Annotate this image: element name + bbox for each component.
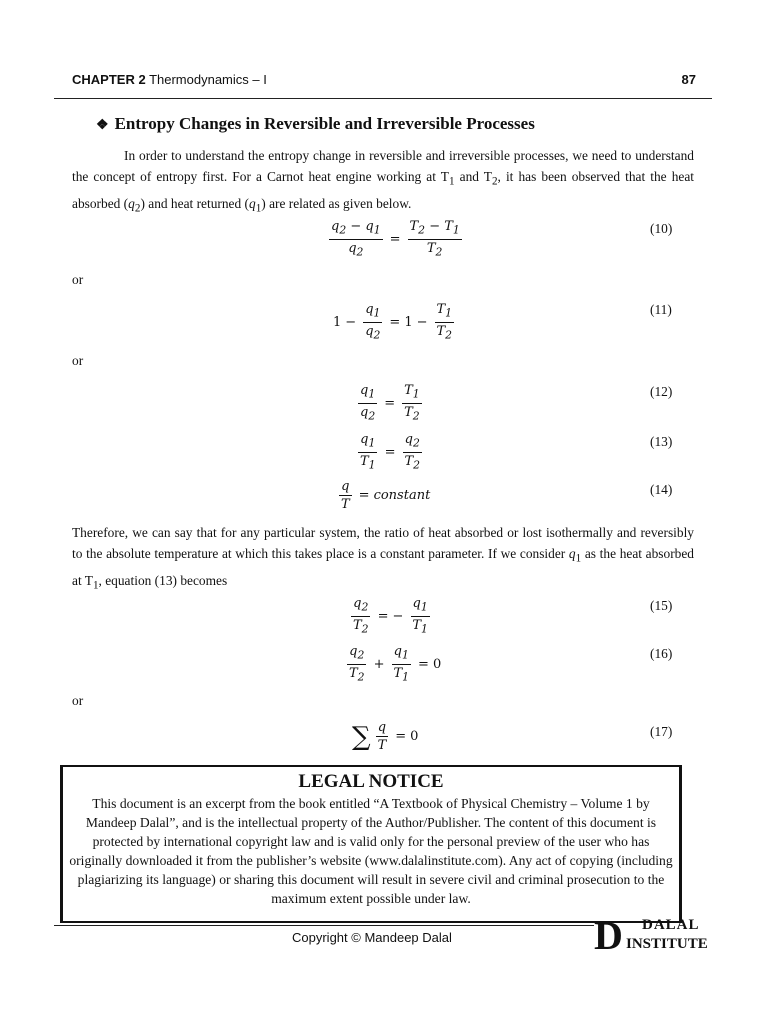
legal-notice-box [60,765,682,923]
para1-text-2: and T [454,169,492,184]
page-number: 87 [681,72,696,87]
legal-notice-body: This document is an excerpt from the book entitled “A Textbook of Physical Chemistry – Volume 1 by Mandeep Dalal”, and is the intellectual property of the Author/Publisher. The content of this document is protected by international copyright law and is valid only for the personal preview of the user who has originally downloaded it from the publisher’s website (www.dalalinstitute.com). Any act of copying (including plagiarizing its language) or sharing this document will result in severe civil and criminal prosecution to the maximum extent possible under law. [69,796,673,906]
para1-text-1: In order to understand the entropy change in reversible and irreversible processes, we need to understand the concept of entropy first. For a Carnot heat engine working at T [72,148,694,184]
summation-sign: ∑ [352,721,371,752]
para2-text-3: , equation (13) becomes [98,572,228,588]
diamond-bullet-icon: ❖ [96,118,109,133]
para1-sub-4: 1 [255,202,262,215]
logo-letter: D [594,913,623,958]
equation-number-16: (16) [650,646,673,661]
chapter-title: Thermodynamics – I [145,72,267,87]
footer-rule [54,925,594,926]
running-header [72,70,696,90]
conclusion-paragraph [72,522,694,596]
chapter-label: CHAPTER 2 [72,72,146,87]
section-title-text: Entropy Changes in Reversible and Irreversible Processes [114,114,535,133]
para1-sub-3: 2 [134,202,141,215]
para1-sub-2: 2 [491,175,498,188]
equation-number-10: (10) [650,221,673,236]
para1-text-5: ) are related as given below. [261,195,412,211]
chapter-heading [72,72,267,87]
para2-text-2: as the heat absorbed at T [72,546,694,588]
para1-text-4: ) and heat returned ( [140,195,249,211]
equation-11: 1 − $\frac{q_1}{q_2}$ = 1 − $\frac{T_1}{T_2}$ [333,302,453,342]
equation-10: $\frac{q_2 - q_1}{q_2}$ = $\frac{T_2 - T_1}{T_2}$ [331,219,460,259]
or-connector-2: or [72,353,84,368]
equation-17: ∑ $\frac{q}{T}$ = 0 [352,720,419,753]
equation-number-13: (13) [650,434,673,449]
para2-text-1: Therefore, we can say that for any particular system, the ratio of heat absorbed or lost isothermally and reversibly to the absolute temperature at which this takes place is a constant parameter. If we consider [72,525,694,561]
equation-13: $\frac{q_1}{T_1}$ = $\frac{q_2}{T_2}$ [360,432,421,472]
equation-14: $\frac{q}{T}$ = constant [341,479,431,512]
equation-12: $\frac{q_1}{q_2}$ = $\frac{T_1}{T_2}$ [360,383,420,423]
equation-number-11: (11) [650,302,672,317]
para1-var-2: q [249,195,256,211]
para2-sub-2: 1 [92,579,99,592]
equation-15: $\frac{q_2}{T_2}$ = − $\frac{q_1}{T_1}$ [353,596,428,636]
section-title [96,114,535,134]
intro-paragraph [72,145,694,219]
para1-text-3: , it has been observed that the heat absorbed ( [72,169,694,211]
para1-sub-1: 1 [448,175,455,188]
equation-number-17: (17) [650,724,673,739]
dalal-institute-logo [594,913,718,960]
logo-line-2: INSTITUTE [626,936,708,952]
equation-number-12: (12) [650,384,673,399]
header-rule [54,98,712,99]
para2-var-1: q [568,546,576,561]
legal-notice-title: LEGAL NOTICE [298,771,444,792]
or-connector-3: or [72,693,84,708]
logo-line-1: DALAL [642,917,700,933]
or-connector-1: or [72,272,84,287]
equation-number-15: (15) [650,598,673,613]
equation-number-14: (14) [650,482,673,497]
copyright-notice: Copyright © Mandeep Dalal [292,930,452,945]
para2-sub-1: 1 [575,552,582,565]
equation-16: $\frac{q_2}{T_2}$ + $\frac{q_1}{T_1}$ = 0 [349,644,442,684]
equation-14-rhs: constant [373,488,431,503]
para1-var-1: q [128,195,135,211]
